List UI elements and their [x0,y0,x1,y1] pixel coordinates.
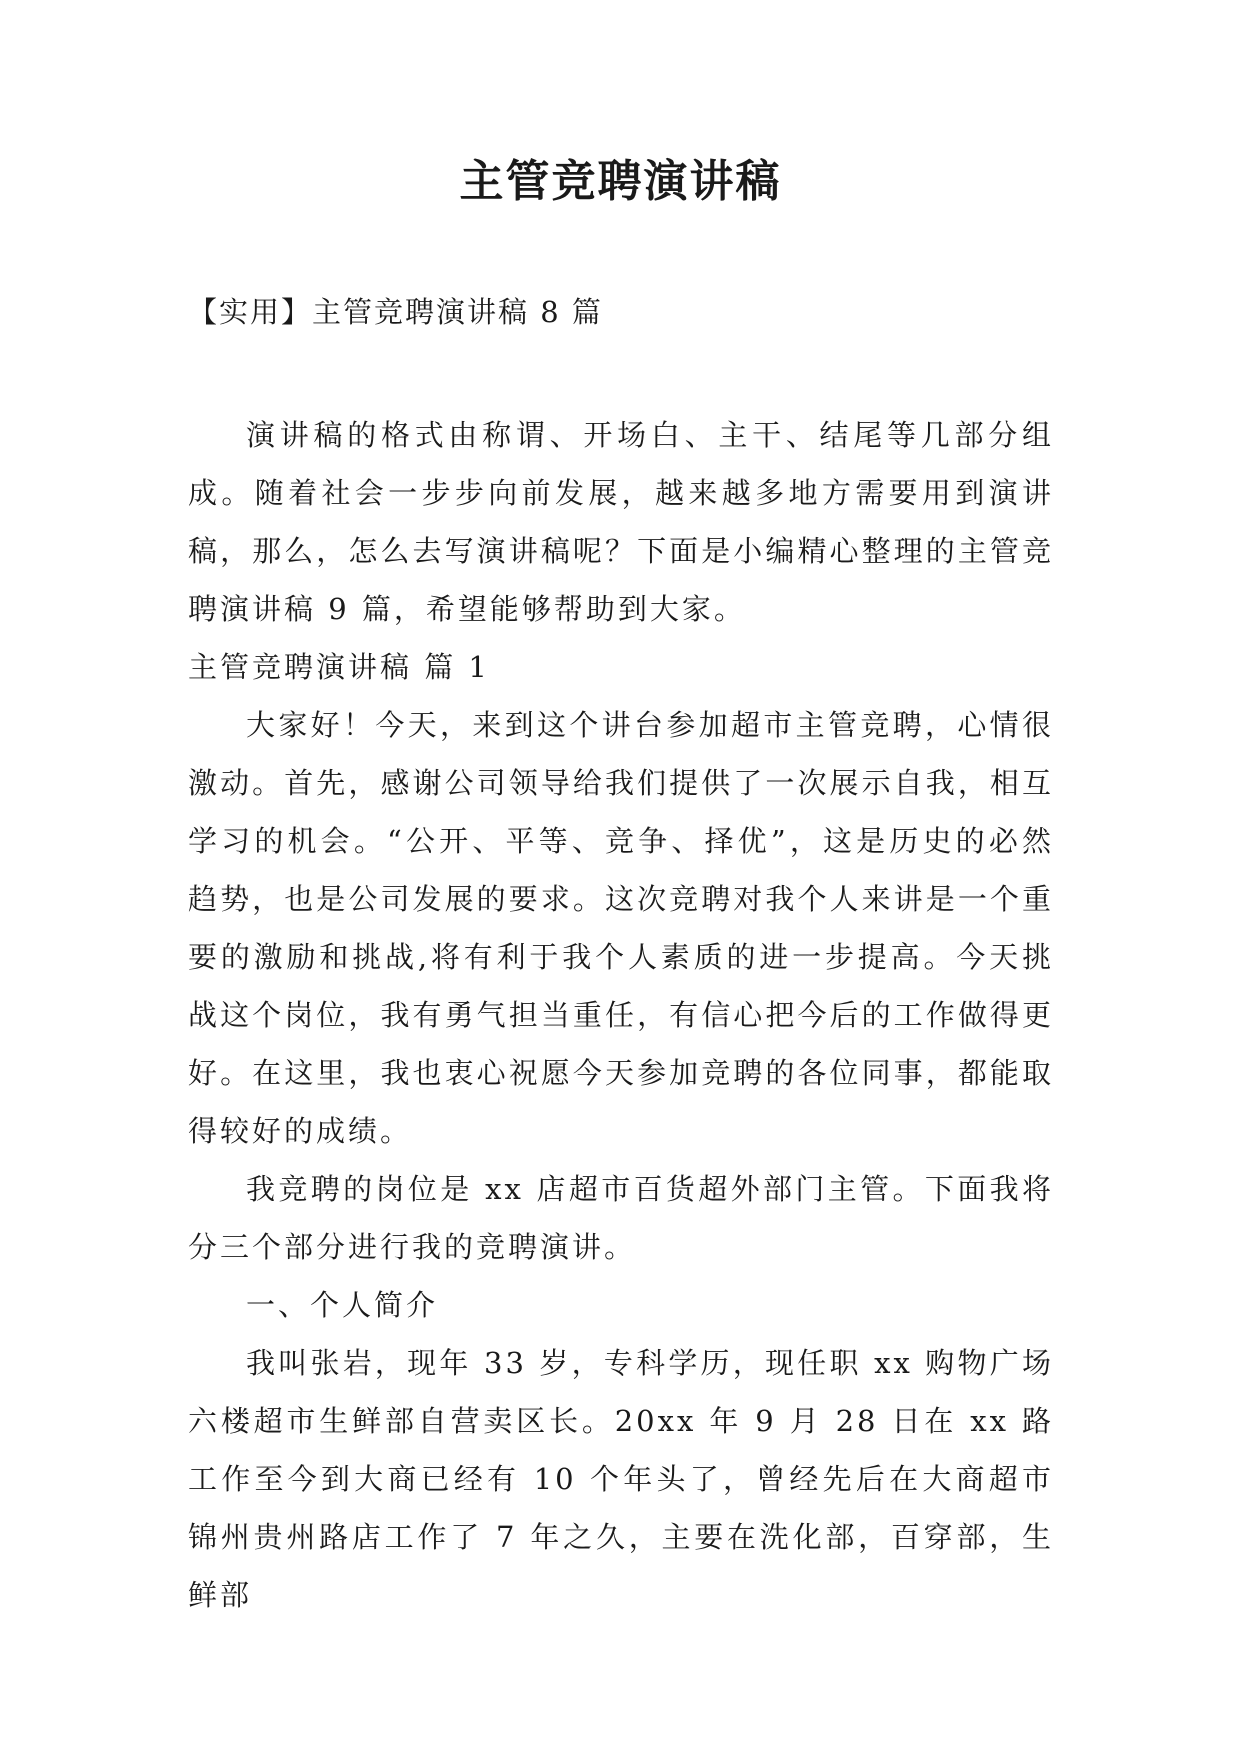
body-paragraph-4: 我叫张岩，现年 33 岁，专科学历，现任职 xx 购物广场六楼超市生鲜部自营卖区长。20xx 年 9 月 28 日在 xx 路工作至今到大商已经有 10 个年头了，曾经先后在大商超市锦州贵州路店工作了 7 年之久，主要在洗化部，百穿部，生鲜部 [188,1346,1054,1612]
body-paragraph-1: 大家好！今天，来到这个讲台参加超市主管竞聘，心情很激动。首先，感谢公司领导给我们提供了一次展示自我，相互学习的机会。“公开、平等、竞争、择优”，这是历史的必然趋势，也是公司发展的要求。这次竞聘对我个人来讲是一个重要的激励和挑战,将有利于我个人素质的进一步提高。今天挑战这个岗位，我有勇气担当重任，有信心把今后的工作做得更好。在这里，我也衷心祝愿今天参加竞聘的各位同事，都能取得较好的成绩。 [188,708,1054,1148]
document-body [188,406,1054,1624]
document-subtitle: 【实用】主管竞聘演讲稿 8 篇 [188,295,603,329]
intro-paragraph: 演讲稿的格式由称谓、开场白、主干、结尾等几部分组成。随着社会一步步向前发展，越来越多地方需要用到演讲稿，那么，怎么去写演讲稿呢？下面是小编精心整理的主管竞聘演讲稿 9 篇，希望能够帮助到大家。 [188,418,1054,626]
body-paragraph-2: 我竞聘的岗位是 xx 店超市百货超外部门主管。下面我将分三个部分进行我的竞聘演讲。 [188,1172,1054,1264]
document-title: 主管竞聘演讲稿 [459,156,782,207]
body-paragraph-3: 一、个人简介 [246,1288,439,1322]
section-heading: 主管竞聘演讲稿 篇 1 [188,650,490,684]
